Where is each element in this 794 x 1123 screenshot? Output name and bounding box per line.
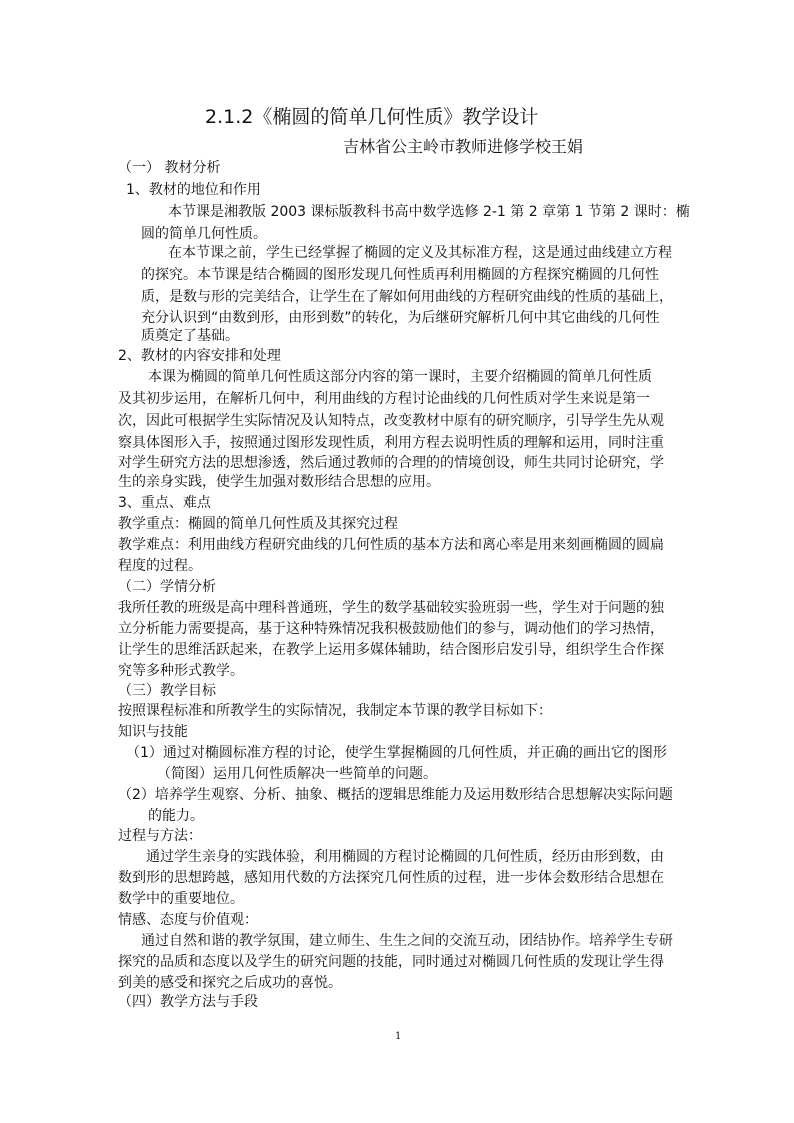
text-line: （1）通过对椭圆标准方程的讨论，使学生掌握椭圆的几何性质，并正确的画出它的图形 xyxy=(126,745,667,761)
text-line: 我所任教的班级是高中理科普通班，学生的数学基础较实验班弱一些，学生对于问题的独 xyxy=(118,600,664,616)
text-line: （2）培养学生观察、分析、抽象、概括的逻辑思维能力及运用数形结合思想解决实际问题 xyxy=(118,787,673,803)
document-author: 吉林省公主岭市教师进修学校王娟 xyxy=(343,137,584,156)
text-line: （三）教学目标 xyxy=(118,683,216,699)
text-line: 探究的品质和态度以及学生的研究问题的技能，同时通过对椭圆几何性质的发现让学生得 xyxy=(118,954,664,970)
text-line: 次，因此可根据学生实际情况及认知特点，改变教材中原有的研究顺序，引导学生先从观 xyxy=(118,413,664,429)
text-line: 到美的感受和探究之后成功的喜悦。 xyxy=(118,975,342,991)
text-line: 3、重点、难点 xyxy=(118,495,211,511)
text-line: 本节课是湘教版 2003 课标版教科书高中数学选修 2-1 第 2 章第 1 节第 2 课时：椭 xyxy=(168,204,690,220)
text-line: 让学生的思维活跃起来，在教学上运用多媒体辅助，结合图形启发引导，组织学生合作探 xyxy=(118,642,664,658)
text-line: 对学生研究方法的思想渗透，然后通过教师的合理的的情境创设，师生共同讨论研究，学 xyxy=(118,455,664,471)
text-line: 的探究。本节课是结合椭圆的图形发现几何性质再利用椭圆的方程探究椭圆的几何性 xyxy=(141,267,659,283)
text-line: 圆的简单几何性质。 xyxy=(141,226,267,242)
text-line: 究等多种形式教学。 xyxy=(118,663,244,679)
text-line: 教学难点：利用曲线方程研究曲线的几何性质的基本方法和离心率是用来刻画椭圆的圆扁 xyxy=(118,537,664,553)
text-line: 数到形的思想跨越，感知用代数的方法探究几何性质的过程，进一步体会数形结合思想在 xyxy=(118,870,664,886)
text-line: 过程与方法： xyxy=(118,828,202,844)
text-line: 本课为椭圆的简单几何性质这部分内容的第一课时，主要介绍椭圆的简单几何性质 xyxy=(148,369,652,385)
text-line: 通过自然和谐的教学氛围，建立师生、生生之间的交流互动，团结协作。培养学生专研 xyxy=(141,933,673,949)
text-line: （四）教学方法与手段 xyxy=(118,994,258,1010)
text-line: 1、教材的地位和作用 xyxy=(126,182,261,198)
text-line: 及其初步运用，在解析几何中，利用曲线的方程讨论曲线的几何性质对学生来说是第一 xyxy=(118,391,650,407)
text-line: 教学重点：椭圆的简单几何性质及其探究过程 xyxy=(118,516,398,532)
text-line: 的能力。 xyxy=(148,808,204,824)
page-number: 1 xyxy=(395,1031,402,1042)
text-line: 2、教材的内容安排和处理 xyxy=(118,348,281,364)
text-line: 立分析能力需要提高，基于这种特殊情况我积极鼓励他们的参与，调动他们的学习热情， xyxy=(118,621,664,637)
text-line: （一） 教材分析 xyxy=(118,160,221,176)
text-line: 通过学生亲身的实践体验，利用椭圆的方程讨论椭圆的几何性质，经历由形到数，由 xyxy=(146,849,664,865)
text-line: 生的亲身实践，使学生加强对数形结合思想的应用。 xyxy=(118,474,440,490)
text-line: 程度的过程。 xyxy=(118,558,202,574)
text-line: 质，是数与形的完美结合，让学生在了解如何用曲线的方程研究曲线的性质的基础上， xyxy=(141,289,673,305)
text-line: 质奠定了基础。 xyxy=(141,328,239,344)
text-line: 数学中的重要地位。 xyxy=(118,891,244,907)
document-title: 2.1.2《椭圆的简单几何性质》教学设计 xyxy=(205,106,539,128)
text-line: 按照课程标准和所教学生的实际情况，我制定本节课的教学目标如下： xyxy=(118,703,552,719)
text-line: 在本节课之前，学生已经掌握了椭圆的定义及其标准方程，这是通过曲线建立方程 xyxy=(168,245,672,261)
text-line: 情感、态度与价值观： xyxy=(118,912,258,928)
text-line: （简图）运用几何性质解决一些简单的问题。 xyxy=(157,766,437,782)
text-line: （二）学情分析 xyxy=(118,579,216,595)
text-line: 充分认识到“由数到形，由形到数”的转化，为后继研究解析几何中其它曲线的几何性 xyxy=(141,310,660,326)
text-line: 察具体图形入手，按照通过图形发现性质，利用方程去说明性质的理解和运用，同时注重 xyxy=(118,435,664,451)
text-line: 知识与技能 xyxy=(118,724,188,740)
